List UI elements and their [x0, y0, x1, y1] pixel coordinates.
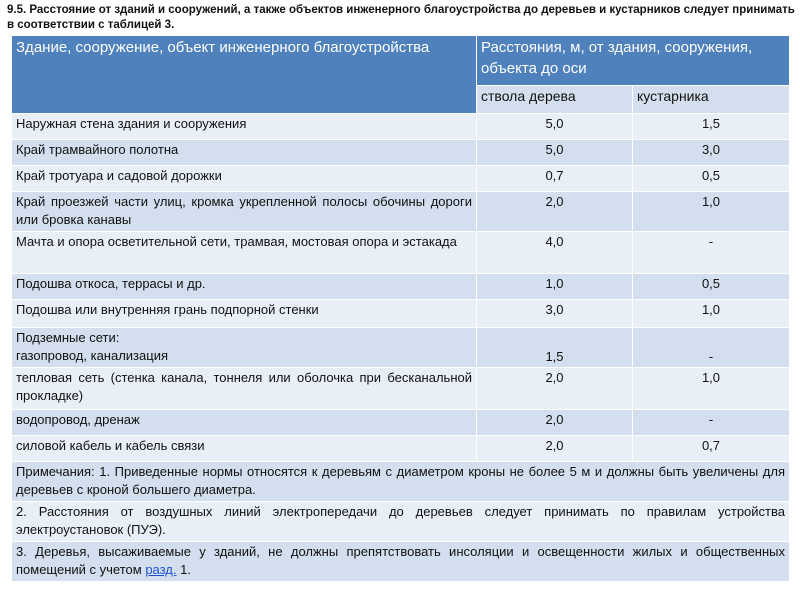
table-row: [12, 274, 790, 300]
table-row: [12, 166, 790, 192]
table-row: [12, 436, 790, 462]
row-tree: 5,0: [477, 140, 633, 166]
table-row: [12, 114, 790, 140]
row-tree: 2,0: [477, 192, 633, 232]
header-distance: Расстояния, м, от здания, сооружения, объекта до оси: [477, 36, 790, 86]
subheader-shrub: кустарника: [633, 86, 790, 114]
note-1: Примечания: 1. Приведенные нормы относятся к деревьям с диаметром кроны не более 5 м и должны быть увеличены для деревьев с кроной большего диаметра.: [12, 462, 790, 502]
row-name-line: Подземные сети:: [16, 330, 120, 345]
row-shrub: -: [633, 232, 790, 274]
row-tree: 1,0: [477, 274, 633, 300]
distances-table: [11, 35, 790, 582]
table-row: [12, 232, 790, 274]
note-3: [12, 542, 790, 582]
note-row: [12, 502, 790, 542]
row-name-line: газопровод, канализация: [16, 348, 168, 363]
row-name: Наружная стена здания и сооружения: [12, 114, 477, 140]
note-3-tail: 1.: [176, 562, 191, 577]
row-shrub: 1,5: [633, 114, 790, 140]
row-shrub: -: [633, 328, 790, 368]
row-tree: 5,0: [477, 114, 633, 140]
row-shrub: 0,7: [633, 436, 790, 462]
row-name: Подошва или внутренняя грань подпорной стенки: [12, 300, 477, 328]
table-row: [12, 410, 790, 436]
row-shrub: 3,0: [633, 140, 790, 166]
row-shrub: 0,5: [633, 274, 790, 300]
row-name: водопровод, дренаж: [12, 410, 477, 436]
row-name: силовой кабель и кабель связи: [12, 436, 477, 462]
section-link[interactable]: разд.: [145, 562, 177, 577]
row-tree: 2,0: [477, 410, 633, 436]
row-name: [12, 328, 477, 368]
intro-paragraph: 9.5. Расстояние от зданий и сооружений, а также объектов инженерного благоустройства до деревьев и кустарников следует принимать в соответствии с таблицей 3.: [7, 4, 795, 31]
row-shrub: -: [633, 410, 790, 436]
row-shrub: 0,5: [633, 166, 790, 192]
row-tree: 1,5: [477, 328, 633, 368]
row-name: Край тротуара и садовой дорожки: [12, 166, 477, 192]
note-3-text: 3. Деревья, высаживаемые у зданий, не должны препятствовать инсоляции и освещенности жилых и общественных помещений с учетом: [16, 544, 785, 577]
row-name: Край трамвайного полотна: [12, 140, 477, 166]
table-row: [12, 192, 790, 232]
subheader-tree: ствола дерева: [477, 86, 633, 114]
note-row: [12, 542, 790, 582]
note-2: 2. Расстояния от воздушных линий электропередачи до деревьев следует принимать по правилам устройства электроустановок (ПУЭ).: [12, 502, 790, 542]
row-shrub: 1,0: [633, 300, 790, 328]
row-shrub: 1,0: [633, 192, 790, 232]
table-row: [12, 140, 790, 166]
table-row: [12, 328, 790, 368]
row-shrub: 1,0: [633, 368, 790, 410]
note-row: [12, 462, 790, 502]
row-name: Мачта и опора осветительной сети, трамвая, мостовая опора и эстакада: [12, 232, 477, 274]
table-row: [12, 368, 790, 410]
row-tree: 4,0: [477, 232, 633, 274]
table-row: [12, 300, 790, 328]
header-object: Здание, сооружение, объект инженерного благоустройства: [12, 36, 477, 114]
row-tree: 2,0: [477, 436, 633, 462]
row-tree: 3,0: [477, 300, 633, 328]
row-tree: 0,7: [477, 166, 633, 192]
row-name: Край проезжей части улиц, кромка укрепленной полосы обочины дороги или бровка канавы: [12, 192, 477, 232]
row-name: тепловая сеть (стенка канала, тоннеля или оболочка при бесканальной прокладке): [12, 368, 477, 410]
row-name: Подошва откоса, террасы и др.: [12, 274, 477, 300]
row-tree: 2,0: [477, 368, 633, 410]
